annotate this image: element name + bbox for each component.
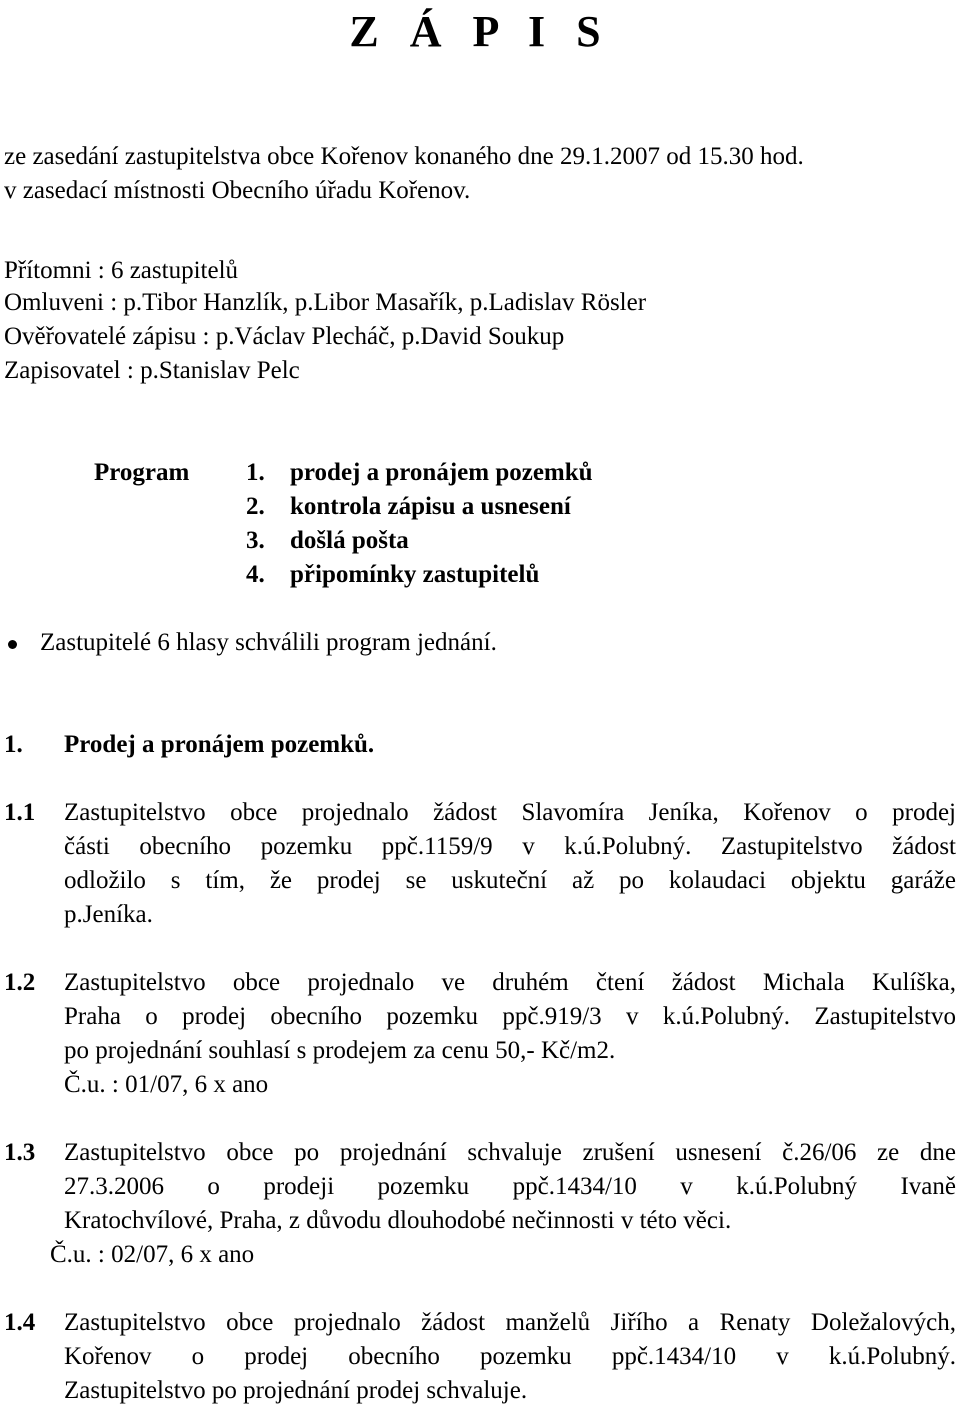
program-item-number: 1. [246, 459, 265, 486]
program-item [246, 558, 539, 592]
agenda-item-1-1 [4, 796, 956, 932]
verifiers-line: Ověřovatelé zápisu : p.Václav Plecháč, p.David Soukup [4, 323, 565, 350]
item-text-line: Praha o prodej obecního pozemku ppč.919/3 v k.ú.Polubný. Zastupitelstvo [64, 1003, 956, 1030]
header-line-2: v zasedací místnosti Obecního úřadu Kořenov. [4, 177, 471, 204]
section-heading [4, 728, 374, 762]
item-text-line: Kořenov o prodej obecního pozemku ppč.1434/10 v k.ú.Polubný. [64, 1343, 956, 1370]
item-text-line: p.Jeníka. [64, 901, 153, 928]
program-item-text: kontrola zápisu a usnesení [290, 493, 571, 520]
item-text-line: 27.3.2006 o prodeji pozemku ppč.1434/10 v k.ú.Polubný Ivaně [64, 1173, 956, 1200]
program-approval-text: Zastupitelé 6 hlasy schválili program jednání. [40, 629, 497, 656]
program-item-text: prodej a pronájem pozemků [290, 459, 593, 486]
program-item [246, 524, 409, 558]
program-item-text: došlá pošta [290, 527, 409, 554]
item-text-line: odložilo s tím, že prodej se uskuteční až po kolaudaci objektu garáže [64, 867, 956, 894]
present-line: Přítomni : 6 zastupitelů [4, 257, 239, 284]
item-text-line: po projednání souhlasí s prodejem za cenu 50,- Kč/m2. [64, 1037, 616, 1064]
recorder-line: Zapisovatel : p.Stanislav Pelc [4, 357, 300, 384]
agenda-item-1-2 [4, 966, 956, 1068]
item-number: 1.2 [4, 969, 36, 996]
resolution-1-3: Č.u. : 02/07, 6 x ano [50, 1241, 255, 1268]
program-item-number: 3. [246, 527, 265, 554]
item-text-line: Zastupitelstvo obce projednalo ve druhém čtení žádost Michala Kulíška, [64, 969, 956, 996]
item-text-line: Zastupitelstvo obce po projednání schvaluje zrušení usnesení č.26/06 ze dne [64, 1139, 956, 1166]
item-text-line: Zastupitelstvo obce projednalo žádost manželů Jiřího a Renaty Doležalových, [64, 1309, 956, 1336]
item-number: 1.1 [4, 799, 36, 826]
item-number: 1.4 [4, 1309, 36, 1336]
program-item-text: připomínky zastupitelů [290, 561, 540, 588]
item-text-line: Zastupitelstvo obce projednalo žádost Slavomíra Jeníka, Kořenov o prodej [64, 799, 956, 826]
section-number: 1. [4, 731, 23, 758]
agenda-item-1-3 [4, 1136, 956, 1238]
program-label: Program [94, 459, 190, 486]
item-text-line: části obecního pozemku ppč.1159/9 v k.ú.Polubný. Zastupitelstvo žádost [64, 833, 956, 860]
program-item-number: 2. [246, 493, 265, 520]
program-item-number: 4. [246, 561, 265, 588]
header-line-1: ze zasedání zastupitelstva obce Kořenov konaného dne 29.1.2007 od 15.30 hod. [4, 143, 804, 170]
item-number: 1.3 [4, 1139, 36, 1166]
item-text-line: Kratochvílové, Praha, z důvodu dlouhodobé nečinnosti v této věci. [64, 1207, 732, 1234]
section-title: Prodej a pronájem pozemků. [64, 731, 375, 758]
page-title: Z Á P I S [349, 7, 611, 56]
program-item [246, 456, 593, 490]
resolution-1-2: Č.u. : 01/07, 6 x ano [64, 1071, 269, 1098]
excused-line: Omluveni : p.Tibor Hanzlík, p.Libor Masařík, p.Ladislav Rösler [4, 289, 647, 316]
agenda-item-1-4 [4, 1306, 956, 1408]
item-text-line: Zastupitelstvo po projednání prodej schvaluje. [64, 1377, 528, 1404]
program-item [246, 490, 571, 524]
bullet-icon [8, 640, 17, 649]
